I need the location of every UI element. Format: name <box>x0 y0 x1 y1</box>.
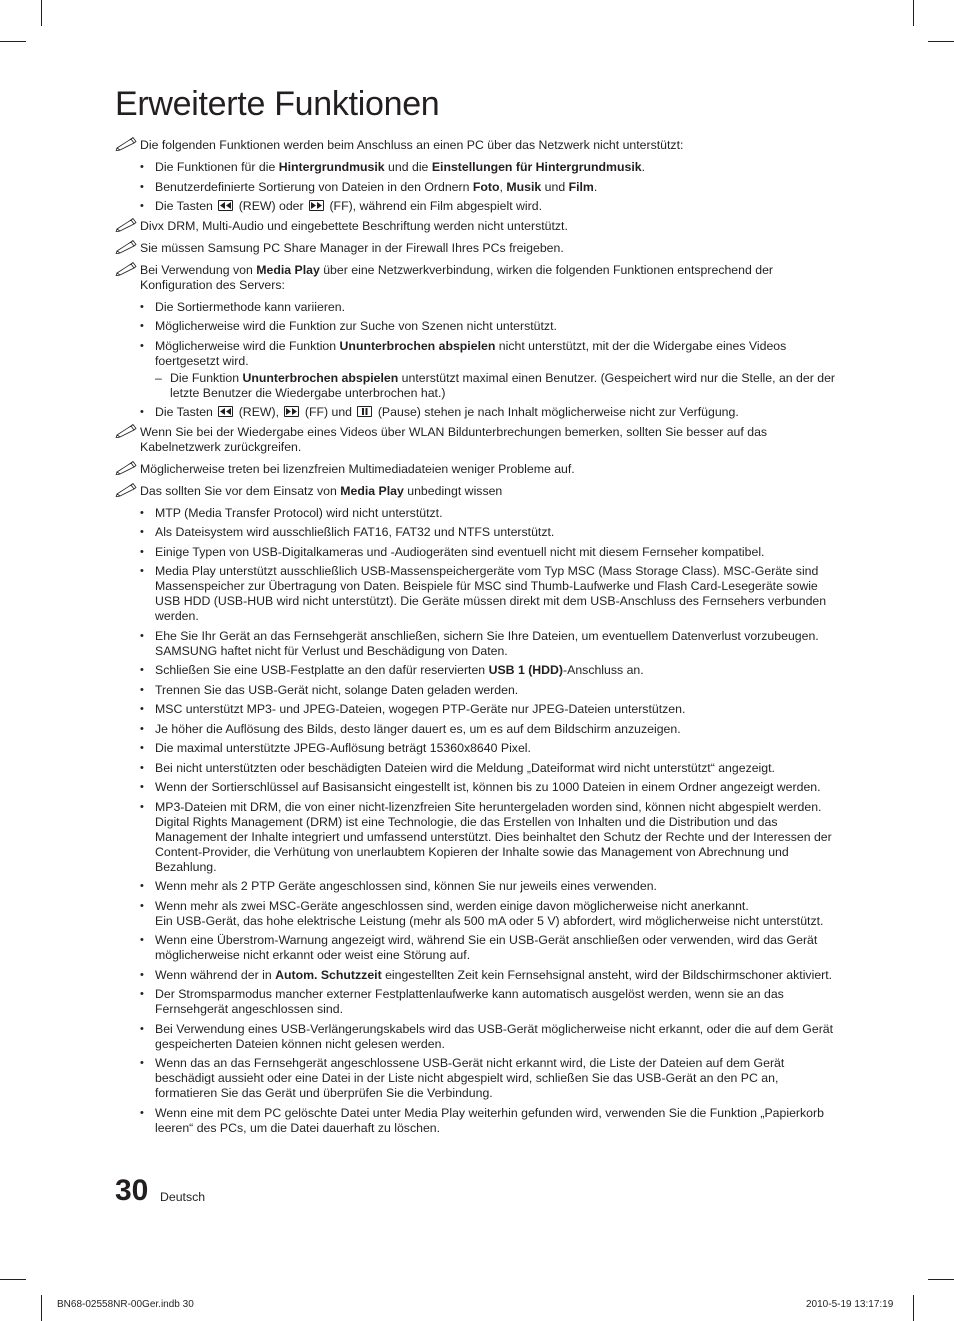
text-run: Sie müssen Samsung PC Share Manager in der Firewall Ihres PCs freigeben. <box>140 240 564 255</box>
list-item <box>140 199 843 214</box>
list-item <box>140 879 843 894</box>
note-text <box>140 219 568 233</box>
crop-mark <box>928 41 954 42</box>
note-text <box>140 263 773 292</box>
text-run: Schließen Sie eine USB-Festplatte an den dafür reservierten <box>155 663 489 677</box>
bullet-marker: • <box>140 320 144 332</box>
text-run: Ehe Sie Ihr Gerät an das Fernsehgerät anschließen, sichern Sie Ihre Dateien, um eventuellem Datenverlust vorzubeugen. SAMSUNG haftet nicht für Verlust und Beschädigung von Daten. <box>155 628 819 658</box>
text-run: MP3-Dateien mit DRM, die von einer nicht-lizenzfreien Site heruntergeladen worden sind, können nicht abgespielt werden. Digital Rights Management (DRM) ist eine Technologie, die das Erstellen von Inhalten und die Distribution und das Management der Inhalte integriert und umfassend unterstützt. Dies beinhaltet den Schutz der Rechte und der Interessen der Content-Provider, die Verhütung von unerlaubtem Kopieren der Inhalte sowie das Management von Abrechnung und Bezahlung. <box>155 799 832 874</box>
emphasized-term: Ununterbrochen abspielen <box>242 370 399 385</box>
text-run: unterstützt maximal einen Benutzer. (Gespeichert wird nur die Stelle, an der der letzte Benutzer die Wiedergabe unterbrochen hat.) <box>170 370 836 400</box>
text-run: unbedingt wissen <box>403 483 503 498</box>
bullet-marker: • <box>140 899 144 912</box>
rewind-icon <box>218 200 233 211</box>
pencil-note-icon <box>115 216 137 232</box>
bullet-marker: • <box>140 988 144 1000</box>
emphasized-term: Foto <box>472 179 500 194</box>
text-run: Das sollten Sie vor dem Einsatz von <box>140 483 341 498</box>
bullet-marker: • <box>140 683 144 696</box>
crop-mark <box>913 1295 914 1321</box>
text-run: Benutzerdefinierte Sortierung von Dateien in den Ordnern <box>155 179 473 194</box>
bullet-list <box>115 300 843 421</box>
text-run: Möglicherweise wird die Funktion <box>155 338 340 353</box>
text-run: Media Play unterstützt ausschließlich USB-Massenspeichergeräte vom Typ MSC (Mass Storage Class). MSC-Geräte sind Massenspeicher zur Übertragung von Daten. Beispiele für MSC sind Thumb-Laufwerke und Flash Card-Lesegeräte sowie USB HDD (USB-HUB wird nicht unterstützt). Die Geräte müssen direkt mit dem USB-Anschluss des Fernsehers verbunden werden. <box>155 564 827 623</box>
text-run: Bei nicht unterstützten oder beschädigten Dateien wird die Meldung „Dateiformat wird nicht unterstützt“ angezeigt. <box>155 760 775 775</box>
text-run: Einige Typen von USB-Digitalkameras und -Audiogeräten sind eventuell nicht mit diesem Fernseher kompatibel. <box>155 544 765 559</box>
list-item <box>140 160 843 175</box>
list-item <box>140 702 843 717</box>
bullet-marker: • <box>140 545 144 558</box>
pencil-note-icon <box>115 238 137 254</box>
page-number: 30 <box>115 1174 149 1207</box>
list-item <box>140 987 843 1017</box>
text-run: Wenn während der in <box>155 967 276 982</box>
bullet-marker: • <box>140 781 144 793</box>
emphasized-term: Media Play <box>340 483 404 498</box>
bullet-marker: • <box>140 968 144 981</box>
note-text <box>140 425 767 454</box>
page-title: Erweiterte Funktionen <box>115 85 440 123</box>
text-run: Bei Verwendung von <box>140 262 257 277</box>
bullet-marker: • <box>140 934 144 946</box>
text-run: Der Stromsparmodus mancher externer Festplattenlaufwerke kann automatisch ausgelöst werden, wenn sie an das Fernsehgerät angeschlossen sind. <box>155 987 784 1016</box>
note <box>115 263 843 293</box>
rewind-icon <box>218 406 233 417</box>
note <box>115 138 843 153</box>
note <box>115 462 843 477</box>
dash-marker: – <box>155 370 162 385</box>
text-run: Bei Verwendung eines USB-Verlängerungskabels wird das USB-Gerät möglicherweise nicht erkannt, oder die auf dem Gerät gespeicherten Dateien können nicht gelesen werden. <box>155 1021 834 1051</box>
list-item <box>140 967 843 983</box>
bullet-marker: • <box>140 629 144 642</box>
bullet-marker: • <box>140 880 144 892</box>
text-run: Möglicherweise wird die Funktion zur Suche von Szenen nicht unterstützt. <box>155 319 557 333</box>
emphasized-term: Musik <box>506 179 542 194</box>
list-item <box>140 299 843 315</box>
note <box>115 425 843 455</box>
language-label: Deutsch <box>160 1190 206 1204</box>
list-item <box>140 663 843 678</box>
emphasized-term: Einstellungen für Hintergrundmusik <box>431 160 642 174</box>
fast-forward-icon <box>284 406 299 417</box>
note-text <box>140 462 575 476</box>
emphasized-term: Film <box>568 179 594 194</box>
bullet-marker: • <box>140 180 144 193</box>
notes-content <box>115 138 843 1140</box>
list-item <box>140 179 843 195</box>
list-item <box>140 799 843 875</box>
bullet-marker: • <box>140 664 144 676</box>
text-run: Wenn Sie bei der Wiedergabe eines Videos über WLAN Bildunterbrechungen bemerken, sollten Sie besser auf das Kabelnetzwerk zurückgreifen. <box>140 424 768 454</box>
bullet-marker: • <box>140 703 144 715</box>
list-item <box>140 682 843 698</box>
bullet-marker: • <box>140 1057 144 1069</box>
list-item <box>140 1021 843 1052</box>
list-item <box>140 1105 843 1136</box>
crop-mark <box>0 41 26 42</box>
text-run: Möglicherweise treten bei lizenzfreien Multimediadateien weniger Probleme auf. <box>140 461 575 476</box>
list-item <box>140 628 843 659</box>
bullet-marker: • <box>140 406 144 418</box>
list-item <box>140 760 843 776</box>
list-item <box>140 525 843 540</box>
bullet-marker: • <box>140 761 144 774</box>
emphasized-term: Autom. Schutzzeit <box>275 967 382 982</box>
pencil-note-icon <box>115 135 137 151</box>
text-run: Je höher die Auflösung des Bilds, desto länger dauert es, um es auf dem Bildschirm anzuzeigen. <box>155 721 681 736</box>
sub-list-item <box>155 370 843 401</box>
text-run: Als Dateisystem wird ausschließlich FAT16, FAT32 und NTFS unterstützt. <box>155 525 555 539</box>
text-run: Divx DRM, Multi-Audio und eingebettete Beschriftung werden nicht unterstützt. <box>140 218 568 233</box>
bullet-list <box>115 506 843 1136</box>
text-run: , <box>499 179 507 194</box>
note-text <box>140 484 502 498</box>
list-item <box>140 544 843 560</box>
note <box>115 241 843 256</box>
note-text <box>140 241 564 255</box>
text-run: eingestellten Zeit kein Fernsehsignal ansteht, wird der Bildschirmschoner aktiviert. <box>381 967 833 982</box>
text-run: Wenn das an das Fernsehgerät angeschlossene USB-Gerät nicht erkannt wird, die Liste der Dateien auf dem Gerät beschädigt aussieht oder eine Datei in der Liste nicht abgespielt wird, schließen Sie das USB-Gerät an den PC an, formatieren Sie das Gerät und überprüfen Sie die Verbindung. <box>155 1056 785 1100</box>
text-run: (REW) oder <box>235 199 308 213</box>
text-run: -Anschluss an. <box>563 663 644 677</box>
list-item <box>140 780 843 795</box>
list-item <box>140 741 843 756</box>
crop-mark <box>41 1295 42 1321</box>
text-run: Wenn der Sortierschlüssel auf Basisansicht eingestellt ist, können bis zu 1000 Dateien in einem Ordner angezeigt werden. <box>155 780 821 794</box>
bullet-marker: • <box>140 800 144 813</box>
text-run: Die Funktionen für die <box>155 160 279 174</box>
text-run: MSC unterstützt MP3- und JPEG-Dateien, wogegen PTP-Geräte nur JPEG-Dateien unterstützen. <box>155 702 686 716</box>
crop-mark <box>0 1279 26 1280</box>
bullet-marker: • <box>140 742 144 754</box>
text-run: Die Tasten <box>155 199 217 213</box>
crop-mark <box>928 1279 954 1280</box>
list-item <box>140 1056 843 1101</box>
text-run: (FF), während ein Film abgespielt wird. <box>326 199 542 213</box>
text-run: (Pause) stehen je nach Inhalt möglicherweise nicht zur Verfügung. <box>374 405 739 419</box>
text-run: über eine Netzwerkverbindung, wirken die folgenden Funktionen entsprechend der Konfiguration des Servers: <box>140 262 774 292</box>
text-run: nicht unterstützt, mit der die Widergabe eines Videos foertgesetzt wird. <box>155 338 787 368</box>
emphasized-term: Hintergrundmusik <box>278 160 385 174</box>
text-run: . <box>641 160 645 174</box>
emphasized-term: Ununterbrochen abspielen <box>339 338 496 353</box>
bullet-marker: • <box>140 300 144 313</box>
pencil-note-icon <box>115 481 137 497</box>
bullet-list <box>115 160 843 214</box>
emphasized-term: Media Play <box>256 262 320 277</box>
pause-icon <box>357 406 372 417</box>
crop-mark <box>913 0 914 26</box>
list-item <box>140 564 843 624</box>
footer-timestamp: 2010-5-19 13:17:19 <box>806 1299 894 1310</box>
text-run: (FF) und <box>301 405 356 419</box>
bullet-marker: • <box>140 339 144 352</box>
list-item <box>140 338 843 401</box>
text-run: Die Sortiermethode kann variieren. <box>155 299 346 314</box>
list-item <box>140 933 843 963</box>
bullet-marker: • <box>140 565 144 577</box>
footer-file-info: BN68-02558NR-00Ger.indb 30 <box>57 1299 194 1310</box>
dash-list <box>155 371 843 401</box>
note <box>115 484 843 499</box>
emphasized-term: USB 1 (HDD) <box>488 663 564 677</box>
list-item <box>140 405 843 420</box>
note <box>115 219 843 234</box>
text-run: Wenn eine mit dem PC gelöschte Datei unter Media Play weiterhin gefunden wird, verwenden Sie die Funktion „Papierkorb leeren“ des PCs, um die Datei dauerhaft zu löschen. <box>155 1105 824 1135</box>
pencil-note-icon <box>115 260 137 276</box>
text-run: Wenn mehr als zwei MSC-Geräte angeschlossen sind, werden einige davon möglicherweise nicht anerkannt. <box>155 898 749 913</box>
bullet-marker: • <box>140 161 144 173</box>
bullet-marker: • <box>140 1022 144 1035</box>
text-run: Die maximal unterstützte JPEG-Auflösung beträgt 15360x8640 Pixel. <box>155 741 531 755</box>
bullet-marker: • <box>140 200 144 212</box>
bullet-marker: • <box>140 722 144 735</box>
text-run: Die Tasten <box>155 405 217 419</box>
list-item <box>140 898 843 929</box>
list-item <box>140 721 843 737</box>
fast-forward-icon <box>309 200 324 211</box>
bullet-marker: • <box>140 1106 144 1119</box>
bullet-marker: • <box>140 526 144 538</box>
crop-mark <box>41 0 42 26</box>
text-run: Wenn eine Überstrom-Warnung angezeigt wird, während Sie ein USB-Gerät anschließen oder verwenden, wird das Gerät möglicherweise nicht erkannt oder weist eine Störung auf. <box>155 933 818 962</box>
pencil-note-icon <box>115 459 137 475</box>
text-run: (REW), <box>235 405 283 419</box>
text-run: und <box>541 179 569 194</box>
pencil-note-icon <box>115 422 137 438</box>
note-text <box>140 138 683 152</box>
text-run: MTP (Media Transfer Protocol) wird nicht unterstützt. <box>155 505 443 520</box>
text-run: Die folgenden Funktionen werden beim Anschluss an einen PC über das Netzwerk nicht unterstützt: <box>140 138 684 152</box>
text-run: . <box>593 179 598 194</box>
list-item <box>140 505 843 521</box>
text-run: Die Funktion <box>170 370 243 385</box>
text-run: Trennen Sie das USB-Gerät nicht, solange Daten geladen werden. <box>155 682 519 697</box>
text-run: Wenn mehr als 2 PTP Geräte angeschlossen sind, können Sie nur jeweils eines verwenden. <box>155 879 657 893</box>
list-item-continuation: Ein USB-Gerät, das hohe elektrische Leistung (mehr als 500 mA oder 5 V) abfordert, wird möglicherweise nicht unterstützt. <box>155 913 824 928</box>
text-run: und die <box>384 160 432 174</box>
bullet-marker: • <box>140 506 144 519</box>
list-item <box>140 319 843 334</box>
